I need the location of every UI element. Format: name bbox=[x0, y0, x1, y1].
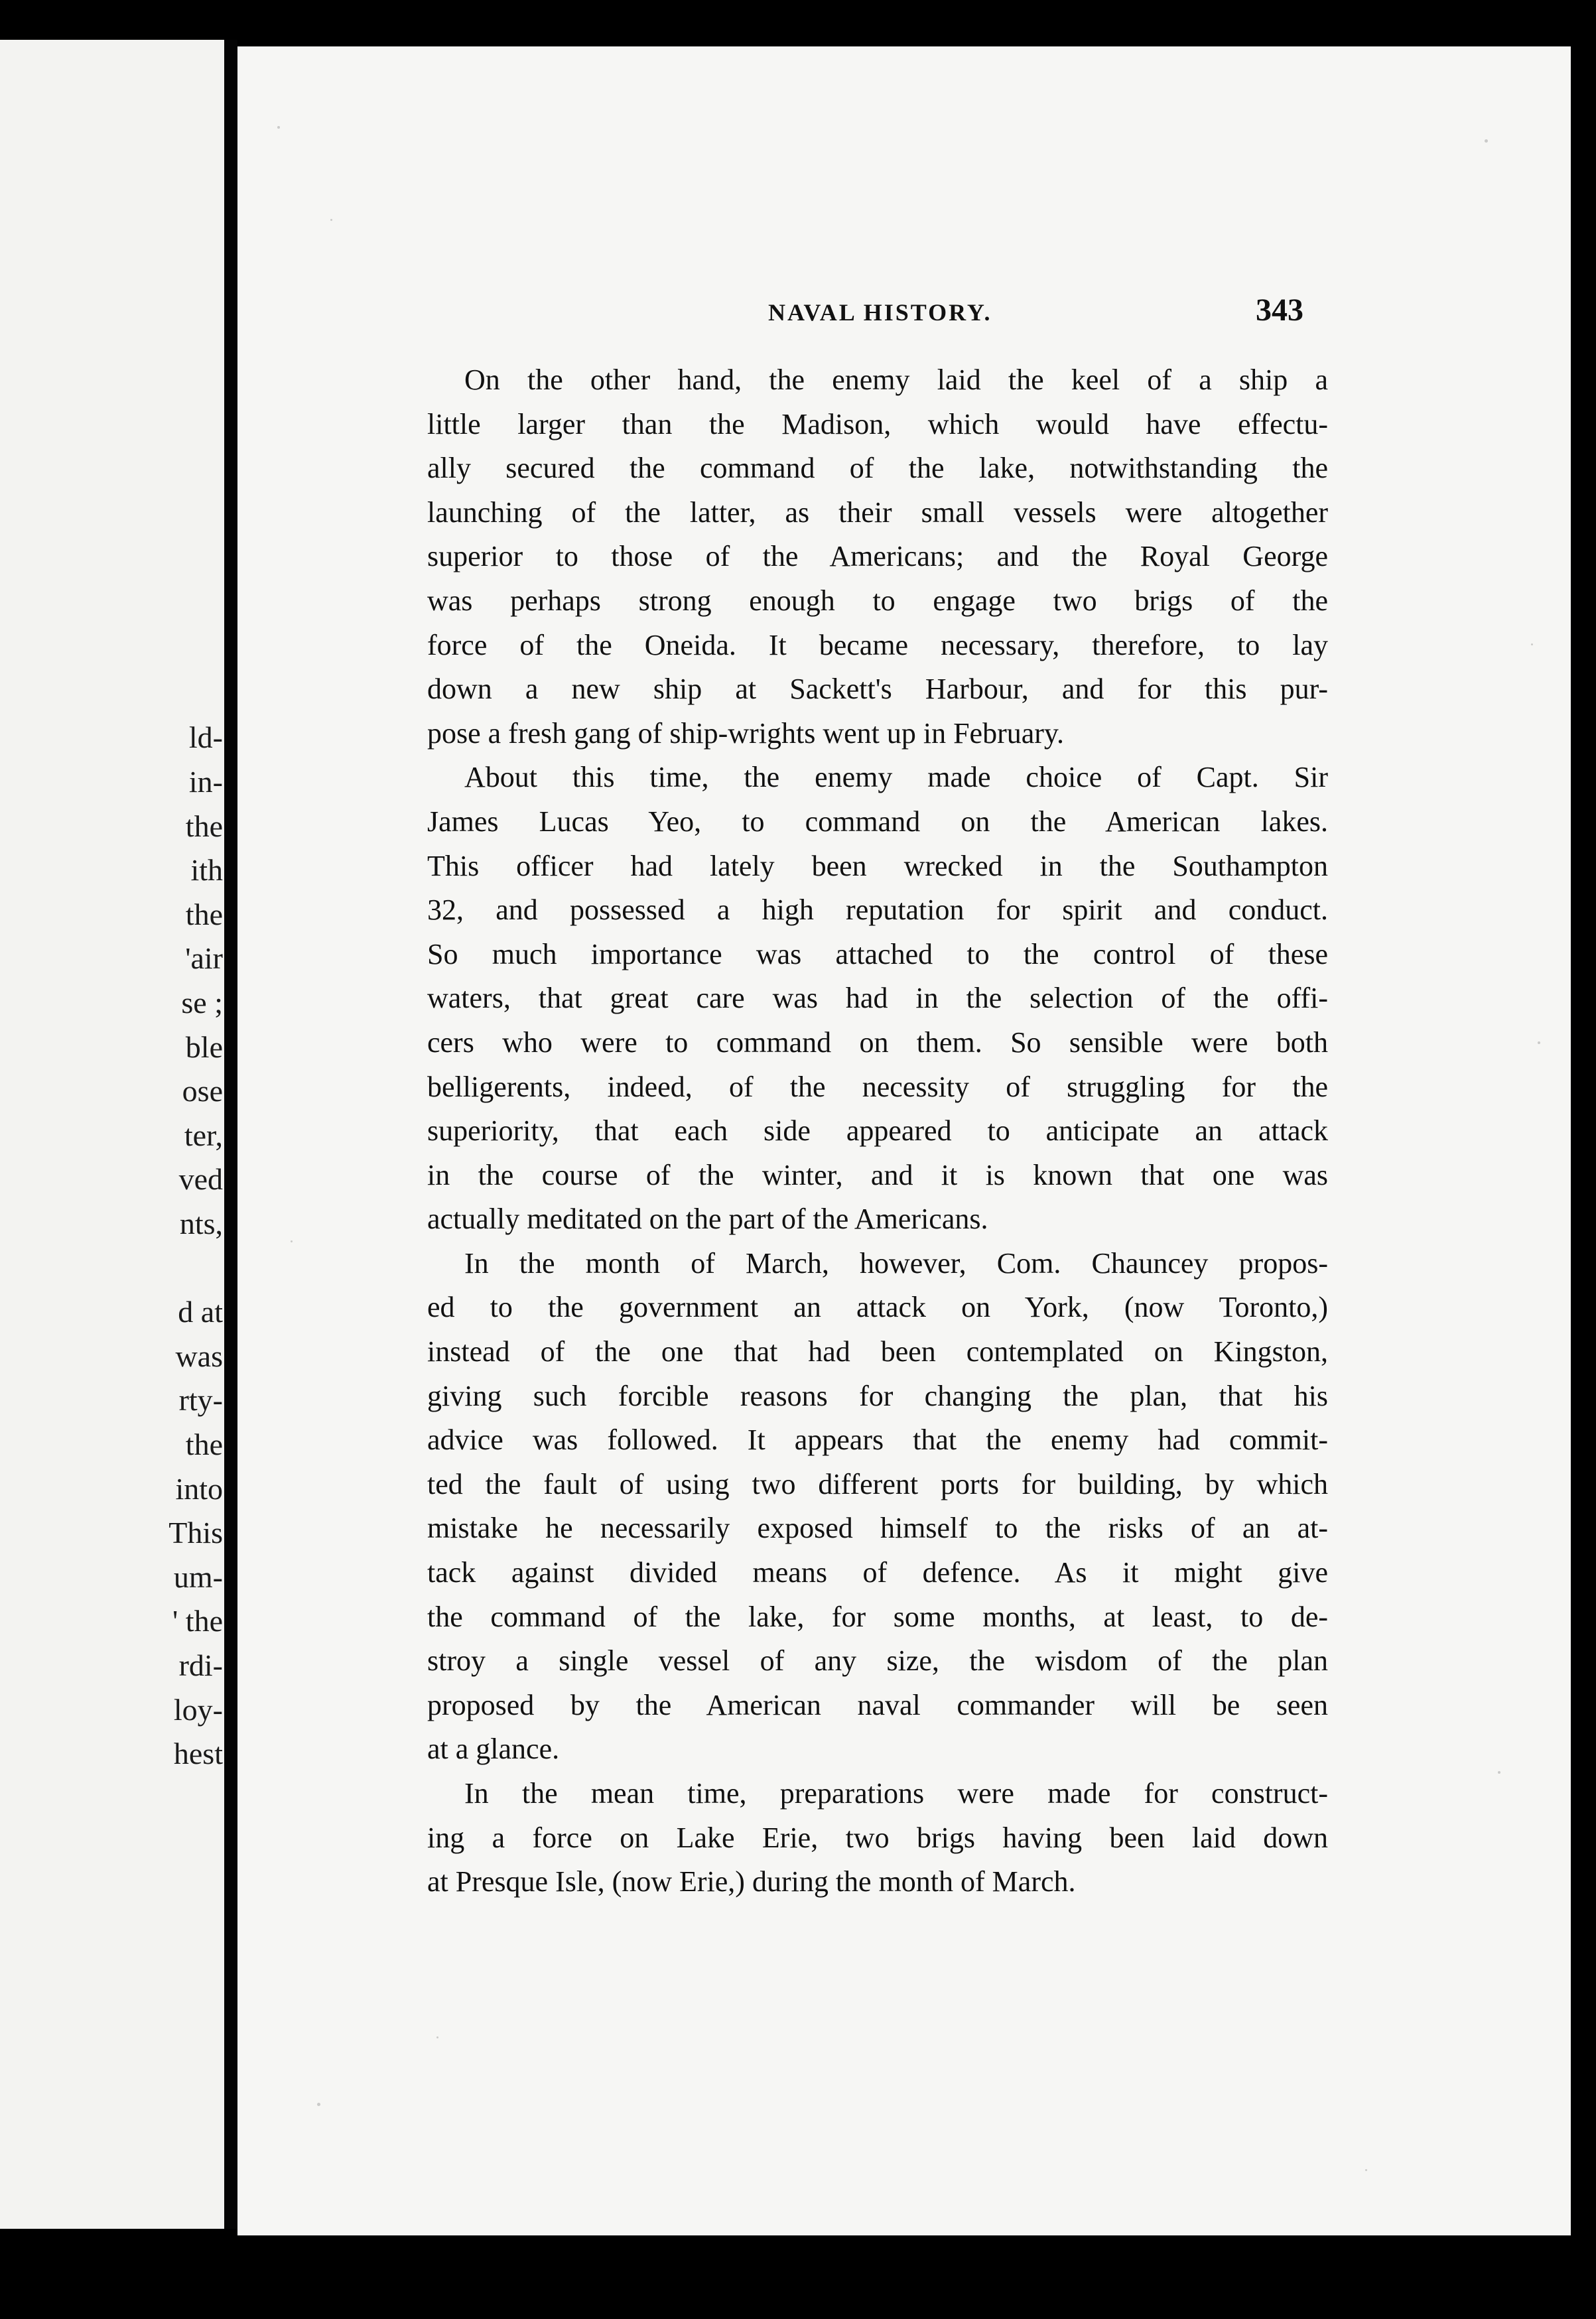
left-page-fragment: d at bbox=[178, 1295, 223, 1329]
paragraph bbox=[427, 756, 1328, 1242]
text-line: On the other hand, the enemy laid the keel of a ship a bbox=[464, 364, 1328, 396]
left-page-fragment: into bbox=[175, 1471, 223, 1506]
text-line: proposed by the American naval commander will be seen bbox=[427, 1688, 1328, 1721]
text-line: ing a force on Lake Erie, two brigs having been laid down bbox=[427, 1821, 1328, 1854]
paper-speck bbox=[1531, 643, 1533, 645]
text-line: in the course of the winter, and it is known that one was bbox=[427, 1158, 1328, 1191]
text-line: was perhaps strong enough to engage two brigs of the bbox=[427, 584, 1328, 617]
text-line: waters, that great care was had in the selection of the offi- bbox=[427, 982, 1328, 1015]
left-page-fragment: the bbox=[185, 897, 223, 931]
left-page-fragment: um- bbox=[173, 1559, 223, 1594]
text-line: belligerents, indeed, of the necessity of struggling for the bbox=[427, 1070, 1328, 1103]
paper-speck bbox=[436, 2036, 438, 2038]
paper-speck bbox=[277, 126, 280, 129]
left-page-fragment: hest bbox=[173, 1737, 223, 1771]
text-line: In the mean time, preparations were made for construct- bbox=[464, 1777, 1328, 1810]
left-page-fragment: 'air bbox=[185, 941, 223, 976]
running-title: NAVAL HISTORY. bbox=[768, 299, 992, 326]
paper-speck bbox=[317, 2103, 320, 2106]
left-page-fragment: ter, bbox=[184, 1118, 223, 1152]
text-line: This officer had lately been wrecked in the Southampton bbox=[427, 849, 1328, 882]
text-line: force of the Oneida. It became necessary, therefore, to lay bbox=[427, 628, 1328, 661]
left-page-fragment: se ; bbox=[181, 986, 223, 1020]
left-page bbox=[0, 40, 224, 2229]
text-line: superiority, that each side appeared to anticipate an attack bbox=[427, 1114, 1328, 1148]
left-page-fragment: ith bbox=[190, 853, 223, 888]
left-page-fragment: the bbox=[185, 1427, 223, 1461]
left-page-fragment: ose bbox=[182, 1074, 223, 1108]
text-line: actually meditated on the part of the Americans. bbox=[427, 1203, 988, 1236]
book-spine bbox=[224, 40, 237, 2229]
text-line: So much importance was attached to the control of these bbox=[427, 937, 1328, 970]
text-line: instead of the one that had been contemplated on Kingston, bbox=[427, 1335, 1328, 1368]
running-head bbox=[237, 293, 1571, 338]
left-page-fragment: ble bbox=[185, 1029, 223, 1064]
paper-speck bbox=[291, 1240, 293, 1242]
text-line: the command of the lake, for some months, at least, to de- bbox=[427, 1600, 1328, 1633]
text-line: superior to those of the Americans; and the Royal George bbox=[427, 540, 1328, 573]
left-page-fragment: rty- bbox=[178, 1383, 223, 1418]
left-page-fragment: This bbox=[168, 1516, 223, 1550]
left-page-fragment: ' the bbox=[172, 1604, 223, 1638]
text-line: ted the fault of using two different ports for building, by which bbox=[427, 1467, 1328, 1500]
left-page-fragment: the bbox=[185, 809, 223, 843]
left-page-fragment: ld- bbox=[188, 720, 223, 755]
paragraph bbox=[427, 1242, 1328, 1772]
paragraph bbox=[427, 1772, 1328, 1904]
text-line: stroy a single vessel of any size, the wisdom of the plan bbox=[427, 1644, 1328, 1678]
paragraph bbox=[427, 358, 1328, 756]
paper-speck bbox=[1498, 1771, 1500, 1774]
text-line: In the month of March, however, Com. Chauncey propos- bbox=[464, 1246, 1328, 1280]
left-page-fragment: ved bbox=[178, 1162, 223, 1197]
text-line: 32, and possessed a high reputation for spirit and conduct. bbox=[427, 894, 1328, 927]
text-line: at a glance. bbox=[427, 1733, 560, 1766]
left-page-fragment: loy- bbox=[173, 1692, 223, 1727]
left-page-fragment: was bbox=[175, 1339, 223, 1373]
text-line: cers who were to command on them. So sensible were both bbox=[427, 1026, 1328, 1059]
text-line: mistake he necessarily exposed himself to the risks of an at- bbox=[427, 1512, 1328, 1545]
paper-speck bbox=[1538, 1041, 1540, 1044]
left-page-fragment: rdi- bbox=[178, 1648, 223, 1682]
text-line: advice was followed. It appears that the enemy had commit- bbox=[427, 1424, 1328, 1457]
left-page-fragment: nts, bbox=[179, 1207, 223, 1240]
text-line: ally secured the command of the lake, notwithstanding the bbox=[427, 452, 1328, 485]
text-line: little larger than the Madison, which would have effectu- bbox=[427, 407, 1328, 440]
left-page-fragment: in- bbox=[188, 765, 223, 799]
right-page bbox=[237, 46, 1571, 2235]
text-line: tack against divided means of defence. As it might give bbox=[427, 1556, 1328, 1589]
page-number: 343 bbox=[1256, 293, 1303, 328]
paper-speck bbox=[1485, 139, 1488, 143]
text-line: ed to the government an attack on York, (now Toronto,) bbox=[427, 1291, 1328, 1324]
text-line: launching of the latter, as their small vessels were altogether bbox=[427, 496, 1328, 529]
text-line: James Lucas Yeo, to command on the American lakes. bbox=[427, 805, 1328, 838]
text-line: About this time, the enemy made choice of Capt. Sir bbox=[464, 761, 1328, 794]
text-line: pose a fresh gang of ship-wrights went up in February. bbox=[427, 716, 1065, 750]
text-line: down a new ship at Sackett's Harbour, and for this pur- bbox=[427, 673, 1328, 706]
text-line: giving such forcible reasons for changing the plan, that his bbox=[427, 1379, 1328, 1412]
text-line: at Presque Isle, (now Erie,) during the month of March. bbox=[427, 1865, 1076, 1898]
paper-speck bbox=[330, 219, 332, 221]
paper-speck bbox=[1365, 2169, 1367, 2171]
body-text bbox=[427, 358, 1328, 1904]
